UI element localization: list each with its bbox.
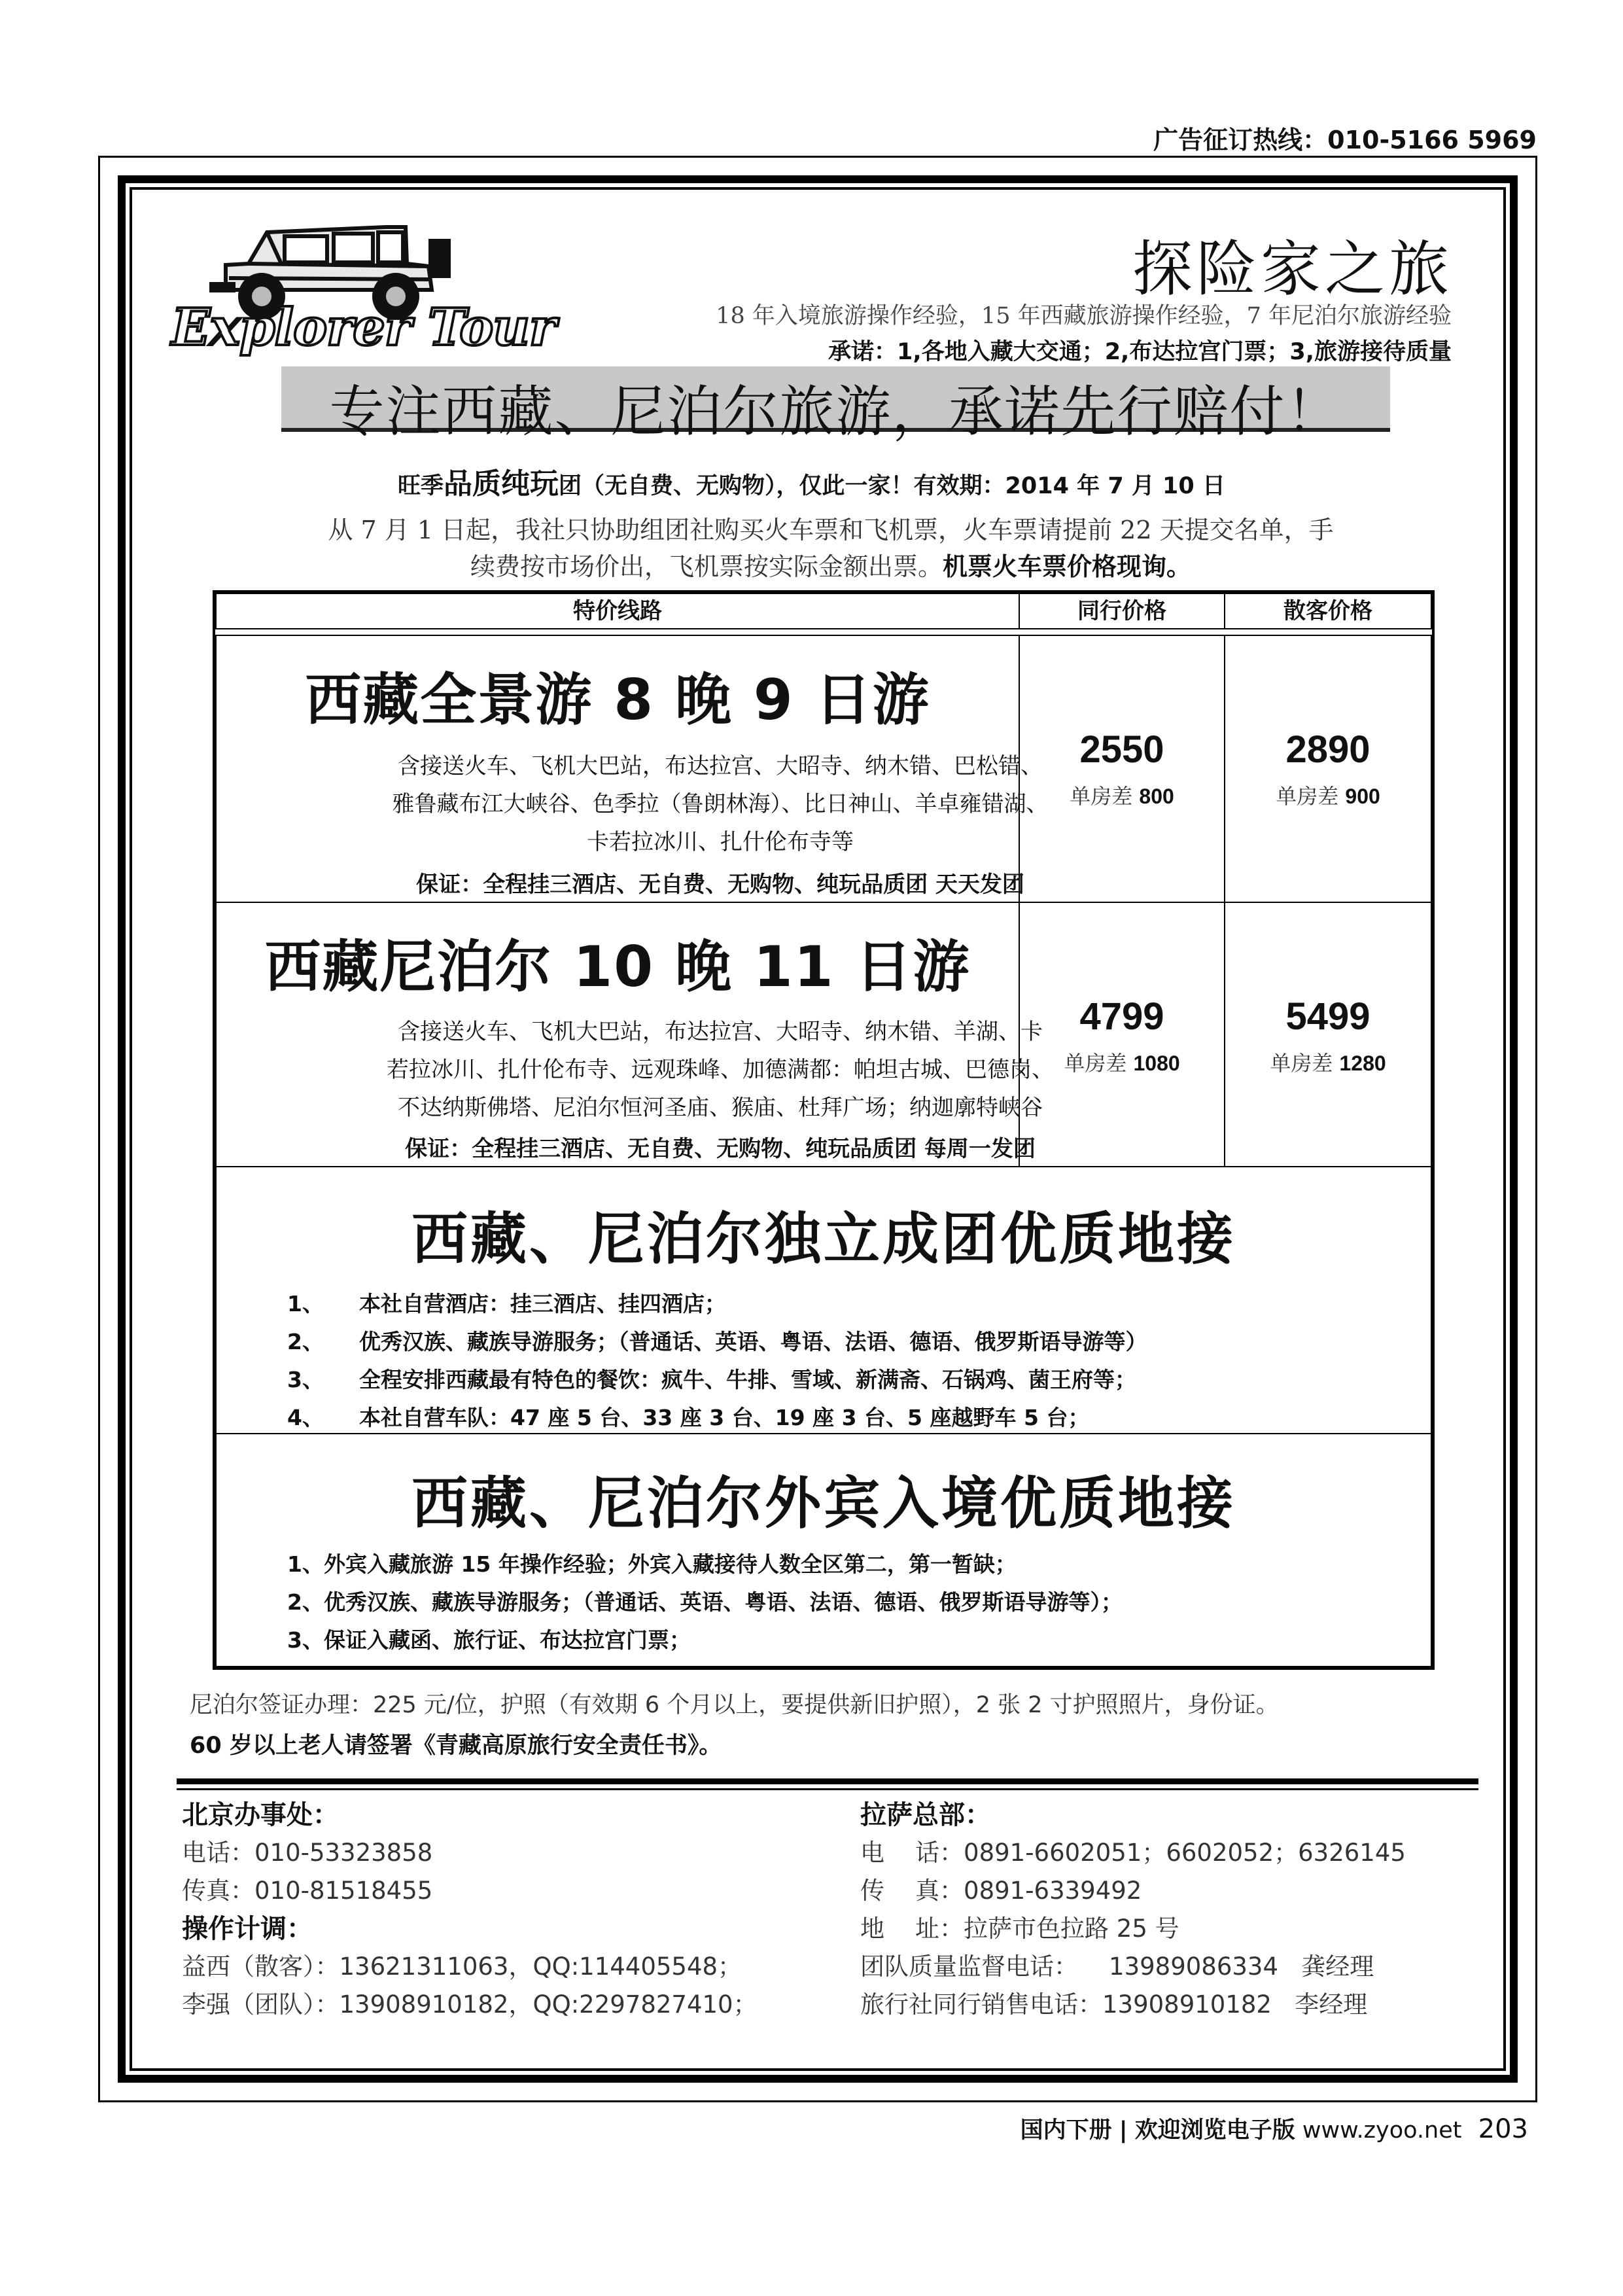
footer-section: 国内下册 [1020, 2117, 1112, 2144]
list-num: 2、 [287, 1329, 324, 1354]
list-item [287, 1323, 1147, 1361]
season-highlight: 品质纯玩 [444, 467, 559, 501]
peer-price-cell-1 [1019, 635, 1225, 903]
list-text: 本社自营车队：47 座 5 台、33 座 3 台、19 座 3 台、5 座越野车 5 台； [359, 1405, 1090, 1430]
retail-supplement-1 [1225, 780, 1431, 810]
peer-price-cell-2 [1019, 902, 1225, 1167]
route-desc-line: 卡若拉冰川、扎什伦布寺等 [587, 829, 854, 855]
contact-divider-thick [177, 1778, 1478, 1784]
ticket-notice [216, 512, 1446, 585]
operator-2: 李强（团队）：13908910182，QQ:2297827410； [182, 1990, 758, 2019]
list-num: 1、 [287, 1291, 324, 1316]
logo-wordmark: Explorer Tour [171, 298, 556, 357]
ops-title: 操作计调： [182, 1914, 313, 1944]
lhasa-title: 拉萨总部： [860, 1800, 991, 1830]
lhasa-hq [860, 1796, 1406, 2024]
brand-title: 探险家之旅 [1132, 234, 1453, 304]
peer-price-1: 2550 [1079, 728, 1164, 771]
beijing-fax: 传真：010-81518455 [182, 1877, 433, 1905]
section-local-title: 西藏、尼泊尔独立成团优质地接 [411, 1207, 1236, 1272]
route-desc-line: 若拉冰川、扎什伦布寺、远观珠峰、加德满都：帕坦古城、巴德岗、 [387, 1057, 1054, 1083]
beijing-title: 北京办事处： [182, 1800, 339, 1830]
supp-value: 1280 [1339, 1051, 1386, 1075]
notice-line-2-text: 续费按市场价出，飞机票按实际金额出票。 [470, 552, 943, 581]
list-item: 1、外宾入藏旅游 15 年操作经验；外宾入藏接待人数全区第二，第一暂缺； [287, 1551, 1017, 1577]
route-desc-line: 含接送火车、飞机大巴站，布达拉宫、大昭寺、纳木错、羊湖、卡 [398, 1019, 1043, 1045]
route-cell-2 [215, 902, 1054, 1167]
list-num: 4、 [287, 1405, 324, 1430]
retail-price-cell-1 [1224, 635, 1432, 903]
list-item [287, 1361, 1147, 1399]
contact-divider-thin [177, 1788, 1478, 1790]
season-line [0, 460, 1623, 502]
peer-supplement-2 [1020, 1047, 1224, 1077]
list-text: 本社自营酒店：挂三酒店、挂四酒店； [359, 1291, 726, 1316]
route-title-1: 西藏全景游 8 晚 9 日游 [305, 667, 930, 733]
footer-divider: | [1119, 2117, 1128, 2144]
retail-price-1: 2890 [1285, 728, 1370, 771]
section-inbound-list [287, 1545, 1123, 1659]
retail-price-cell-2 [1224, 902, 1432, 1167]
visa-note: 尼泊尔签证办理：225 元/位，护照（有效期 6 个月以上，要提供新旧护照），2 张 2 寸护照照片，身份证。 [190, 1692, 1279, 1718]
supp-value: 800 [1139, 785, 1174, 808]
list-item: 3、保证入藏函、旅行证、布达拉宫门票； [287, 1627, 691, 1653]
list-item [287, 1285, 1147, 1323]
notice-line-2 [216, 548, 1446, 585]
retail-supplement-2 [1225, 1047, 1431, 1077]
lhasa-fax: 传 真：0891-6339492 [860, 1877, 1142, 1905]
elder-note: 60 岁以上老人请签署《青藏高原旅行安全责任书》。 [190, 1733, 722, 1759]
notice-strong: 机票火车票价格现询。 [943, 552, 1192, 581]
retail-price-2: 5499 [1285, 995, 1370, 1038]
col-header-retail: 散客价格 [1224, 593, 1432, 629]
page-number: 203 [1478, 2114, 1528, 2144]
peer-supplement-1 [1020, 780, 1224, 810]
route-cell-1 [215, 635, 1049, 903]
supp-label: 单房差 [1276, 784, 1339, 809]
slogan-text: 专注西藏、尼泊尔旅游，承诺先行赔付！ [329, 380, 1342, 444]
peer-price-2: 4799 [1079, 995, 1164, 1038]
footer-welcome: 欢迎浏览电子版 [1134, 2117, 1295, 2144]
footer-site-link[interactable]: www.zyoo.net [1302, 2117, 1462, 2144]
route-desc-line: 含接送火车、飞机大巴站，布达拉宫、大昭寺、纳木错、巴松错、 [398, 753, 1043, 779]
supp-label: 单房差 [1064, 1051, 1127, 1076]
price-table [213, 590, 1435, 1670]
beijing-office [182, 1796, 758, 2024]
ad-hotline: 广告征订热线：010-5166 5969 [1153, 126, 1537, 154]
lhasa-address: 地 址：拉萨市色拉路 25 号 [860, 1915, 1179, 1943]
route-guarantee-1: 保证：全程挂三酒店、无自费、无购物、纯玩品质团 天天发团 [416, 872, 1024, 898]
supp-value: 900 [1345, 785, 1380, 808]
supp-label: 单房差 [1270, 1051, 1333, 1076]
col-header-peer: 同行价格 [1019, 593, 1225, 629]
supp-value: 1080 [1133, 1051, 1180, 1075]
quality-hotline: 团队质量监督电话： 13989086334 龚经理 [860, 1952, 1374, 1981]
season-post: 团（无自费、无购物），仅此一家！有效期：2014 年 7 月 10 日 [559, 473, 1225, 499]
route-guarantee-2: 保证：全程挂三酒店、无自费、无购物、纯玩品质团 每周一发团 [405, 1136, 1036, 1162]
supp-label: 单房差 [1070, 784, 1133, 809]
list-item: 2、优秀汉族、藏族导游服务；（普通话、英语、粤语、法语、德语、俄罗斯语导游等）； [287, 1589, 1123, 1615]
list-text: 全程安排西藏最有特色的餐饮：疯牛、牛排、雪域、新满斋、石锅鸡、菌王府等； [359, 1367, 1136, 1392]
sales-hotline: 旅行社同行销售电话：13908910182 李经理 [860, 1990, 1368, 2019]
route-desc-line: 雅鲁藏布江大峡谷、色季拉（鲁朗林海）、比日神山、羊卓雍错湖、 [392, 791, 1049, 817]
list-text: 优秀汉族、藏族导游服务；（普通话、英语、粤语、法语、德语、俄罗斯语导游等） [359, 1329, 1147, 1354]
route-desc-line: 不达纳斯佛塔、尼泊尔恒河圣庙、猴庙、杜拜广场；纳迦廓特峡谷 [398, 1095, 1043, 1121]
experience-line: 18 年入境旅游操作经验，15 年西藏旅游操作经验，7 年尼泊尔旅游经验 [716, 303, 1452, 329]
section-local-list [287, 1285, 1147, 1437]
operator-1: 益西（散客）：13621311063，QQ:114405548； [182, 1952, 742, 1981]
beijing-tel: 电话：010-53323858 [182, 1839, 433, 1867]
route-title-2: 西藏尼泊尔 10 晚 11 日游 [264, 934, 971, 1000]
section-inbound-title: 西藏、尼泊尔外宾入境优质地接 [411, 1471, 1236, 1536]
season-pre: 旺季 [398, 473, 444, 499]
notice-line-1: 从 7 月 1 日起，我社只协助组团社购买火车票和飞机票，火车票请提前 22 天提交名单，手 [328, 516, 1334, 544]
list-item [287, 1399, 1147, 1437]
page-footer [1021, 2112, 1528, 2145]
section-local [215, 1166, 1432, 1434]
promise-line: 承诺：1,各地入藏大交通；2,布达拉宫门票；3,旅游接待质量 [828, 339, 1452, 365]
section-inbound [215, 1433, 1432, 1667]
list-num: 3、 [287, 1367, 324, 1392]
col-header-route: 特价线路 [215, 593, 1020, 629]
lhasa-tel: 电 话：0891-6602051；6602052；6326145 [860, 1839, 1406, 1867]
